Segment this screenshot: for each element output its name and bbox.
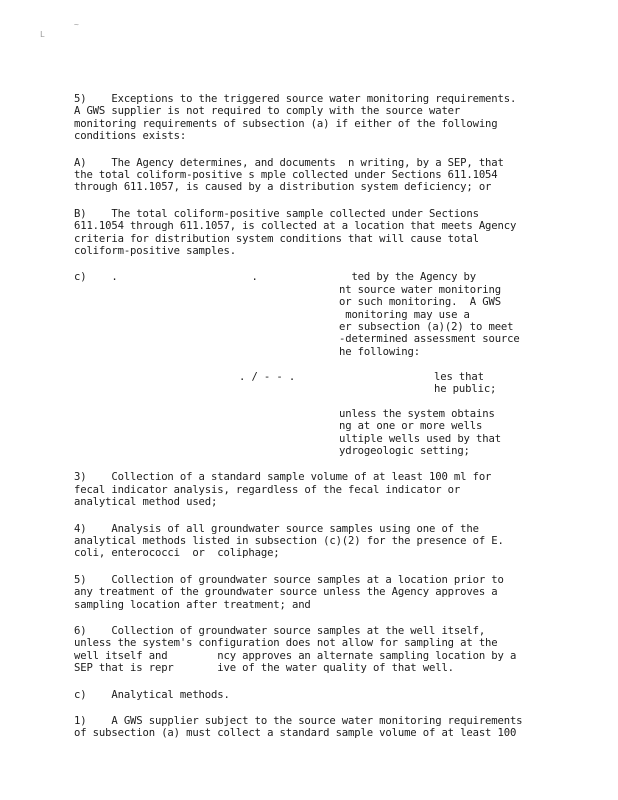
fragment-first-line [74,271,536,283]
fragment-line [74,309,536,321]
text-line: criteria for distribution system conditions that will cause total [74,232,479,245]
document-body [74,93,536,754]
text-fragment: ng at one or more wells [339,420,483,433]
text-line: analytical method used; [74,496,218,509]
fragment-line [74,445,536,457]
fragment-line [74,296,536,308]
text-fragment: nt source water monitoring [339,283,501,296]
text-line: 611.1054 through 611.1057, is collected at a location that meets Agency [74,220,517,233]
paragraph-3 [74,471,536,508]
text-fragment: er subsection (a)(2) to meet [339,321,514,334]
text-fragment: c) . [74,271,118,284]
text-line: sampling location after treatment; and [74,598,311,611]
text-line: 5) Collection of groundwater source samples at a location prior to [74,573,504,586]
obscured-fragment [74,271,536,457]
scan-mark: L [40,30,45,39]
text-line: through 611.1057, is caused by a distribution system deficiency; or [74,181,492,194]
text-fragment: les that [434,370,484,383]
fragment-line [74,321,536,333]
fragment-line [74,383,536,395]
paragraph-a [74,157,536,194]
text-line: analytical methods listed in subsection (c)(2) for the presence of E. [74,534,504,547]
text-fragment: or such monitoring. A GWS [339,296,501,309]
text-fragment: ted by the Agency by [339,271,477,284]
text-line: monitoring requirements of subsection (a) if either of the following [74,117,498,130]
paragraph-b5-exceptions [74,93,536,143]
fragment-line [74,433,536,445]
text-line: B) The total coliform-positive sample collected under Sections [74,207,479,220]
text-line: conditions exists: [74,130,187,143]
text-line: 6) Collection of groundwater source samples at the well itself, [74,624,486,637]
section-heading: c) Analytical methods. [74,688,230,701]
paragraph-b [74,208,536,258]
text-line: 3) Collection of a standard sample volume of at least 100 ml for [74,471,492,484]
scan-mark: ~ [74,20,79,29]
paragraph-5 [74,574,536,611]
heading-analytical-methods [74,689,536,701]
text-line: A GWS supplier is not required to comply with the source water [74,105,461,118]
text-fragment: ultiple wells used by that [339,432,501,445]
text-line: coliform-positive samples. [74,245,236,258]
fragment-line [74,420,536,432]
paragraph-c1 [74,715,536,740]
fragment-line [74,408,536,420]
text-line: of subsection (a) must collect a standard sample volume of at least 100 [74,727,517,740]
paragraph-6 [74,625,536,675]
text-line: fecal indicator analysis, regardless of the fecal indicator or [74,483,461,496]
text-line: SEP that is repr ive of the water quality of that well. [74,662,454,675]
text-fragment: unless the system obtains [339,407,495,420]
text-line: 1) A GWS supplier subject to the source water monitoring requirements [74,715,523,728]
text-line: well itself and ncy approves an alternate sampling location by a [74,649,517,662]
fragment-line [74,284,536,296]
paragraph-4 [74,523,536,560]
text-fragment: he following: [339,345,420,358]
fragment-line [74,346,536,358]
text-line: the total coliform-positive s mple collected under Sections 611.1054 [74,169,498,182]
text-line: A) The Agency determines, and documents n writing, by a SEP, that [74,156,504,169]
text-line: 4) Analysis of all groundwater source samples using one of the [74,522,479,535]
fragment-mid-line [74,371,536,383]
text-fragment: ydrogeologic setting; [339,444,470,457]
text-line: unless the system's configuration does not allow for sampling at the [74,637,498,650]
text-fragment: -determined assessment source [339,333,520,346]
text-line: coli, enterococci or coliphage; [74,547,280,560]
text-fragment: . [239,271,258,284]
text-line: 5) Exceptions to the triggered source water monitoring requirements. [74,93,517,105]
text-fragment: . / - - . [239,370,296,383]
text-line: any treatment of the groundwater source unless the Agency approves a [74,586,498,599]
text-fragment: monitoring may use a [339,308,470,321]
fragment-line [74,333,536,345]
text-fragment: he public; [434,382,497,395]
